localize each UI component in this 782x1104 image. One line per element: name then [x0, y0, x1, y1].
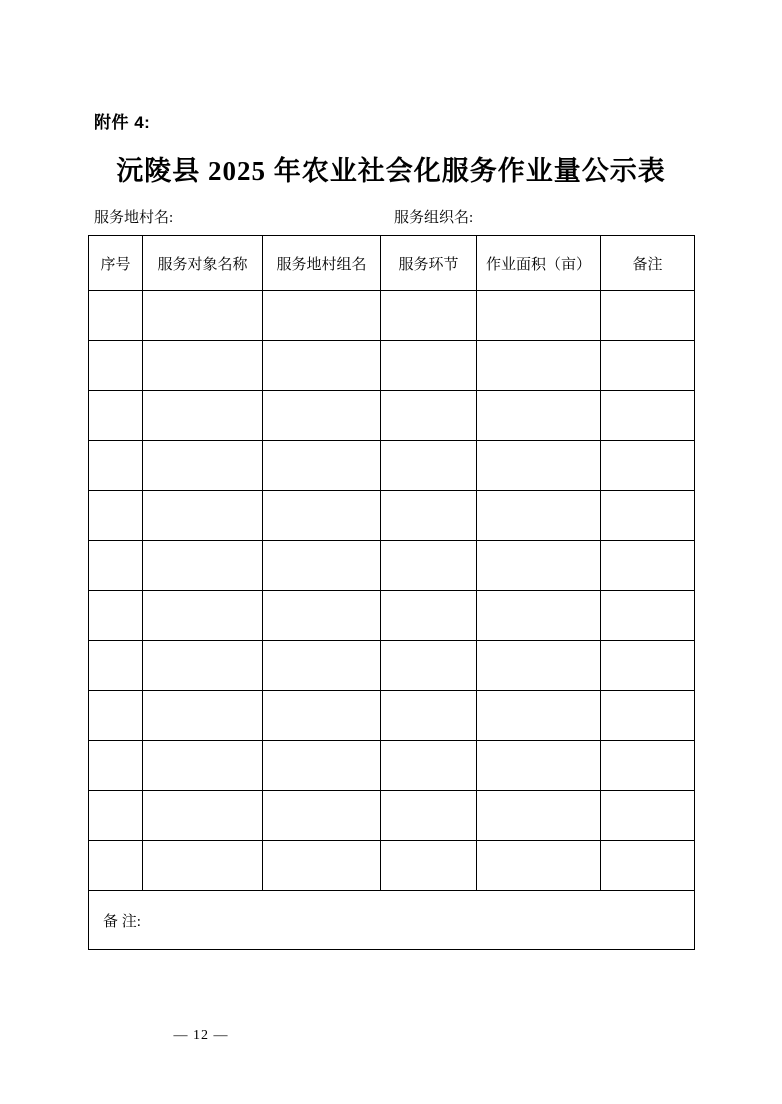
table-row — [89, 341, 695, 391]
table-footer — [89, 891, 695, 950]
cell-service-object-name[interactable] — [143, 741, 263, 791]
table-row — [89, 541, 695, 591]
table-row — [89, 591, 695, 641]
cell-remark[interactable] — [601, 491, 695, 541]
table-body — [89, 291, 695, 891]
cell-service-link[interactable] — [381, 441, 477, 491]
cell-operation-area[interactable] — [477, 391, 601, 441]
cell-service-link[interactable] — [381, 541, 477, 591]
cell-service-object-name[interactable] — [143, 791, 263, 841]
cell-service-object-name[interactable] — [143, 841, 263, 891]
footer-row — [89, 891, 695, 950]
cell-service-object-name[interactable] — [143, 641, 263, 691]
cell-seq[interactable] — [89, 741, 143, 791]
cell-operation-area[interactable] — [477, 441, 601, 491]
cell-service-link[interactable] — [381, 841, 477, 891]
cell-service-village-group[interactable] — [263, 441, 381, 491]
cell-seq[interactable] — [89, 391, 143, 441]
table-header-row — [89, 236, 695, 291]
cell-service-link[interactable] — [381, 791, 477, 841]
cell-service-village-group[interactable] — [263, 391, 381, 441]
cell-service-object-name[interactable] — [143, 491, 263, 541]
cell-service-village-group[interactable] — [263, 341, 381, 391]
cell-remark[interactable] — [601, 441, 695, 491]
cell-service-village-group[interactable] — [263, 541, 381, 591]
cell-operation-area[interactable] — [477, 541, 601, 591]
cell-service-object-name[interactable] — [143, 691, 263, 741]
cell-seq[interactable] — [89, 441, 143, 491]
cell-service-village-group[interactable] — [263, 691, 381, 741]
cell-service-object-name[interactable] — [143, 341, 263, 391]
cell-seq[interactable] — [89, 691, 143, 741]
cell-seq[interactable] — [89, 541, 143, 591]
cell-service-link[interactable] — [381, 641, 477, 691]
cell-service-link[interactable] — [381, 391, 477, 441]
cell-service-village-group[interactable] — [263, 641, 381, 691]
table-row — [89, 641, 695, 691]
header-service-object-name: 服务对象名称 — [143, 236, 263, 291]
cell-service-link[interactable] — [381, 691, 477, 741]
cell-seq[interactable] — [89, 841, 143, 891]
cell-seq[interactable] — [89, 791, 143, 841]
cell-operation-area[interactable] — [477, 841, 601, 891]
table-row — [89, 291, 695, 341]
table-row — [89, 391, 695, 441]
page-number — [0, 1028, 782, 1044]
document-content — [88, 108, 694, 950]
table-row — [89, 741, 695, 791]
cell-remark[interactable] — [601, 641, 695, 691]
cell-operation-area[interactable] — [477, 291, 601, 341]
cell-service-link[interactable] — [381, 341, 477, 391]
page-title: 沅陵县 2025 年农业社会化服务作业量公示表 — [116, 156, 666, 186]
table-row — [89, 791, 695, 841]
cell-remark[interactable] — [601, 291, 695, 341]
service-village-label: 服务地村名: — [94, 210, 174, 226]
cell-operation-area[interactable] — [477, 691, 601, 741]
cell-service-object-name[interactable] — [143, 591, 263, 641]
cell-remark[interactable] — [601, 341, 695, 391]
header-seq: 序号 — [89, 236, 143, 291]
cell-operation-area[interactable] — [477, 641, 601, 691]
table-row — [89, 841, 695, 891]
footer-remark-label[interactable]: 备 注: — [89, 891, 695, 950]
cell-remark[interactable] — [601, 841, 695, 891]
cell-operation-area[interactable] — [477, 591, 601, 641]
cell-seq[interactable] — [89, 291, 143, 341]
cell-service-link[interactable] — [381, 591, 477, 641]
cell-service-object-name[interactable] — [143, 541, 263, 591]
cell-service-village-group[interactable] — [263, 841, 381, 891]
cell-service-link[interactable] — [381, 741, 477, 791]
cell-seq[interactable] — [89, 341, 143, 391]
cell-remark[interactable] — [601, 541, 695, 591]
header-service-link: 服务环节 — [381, 236, 477, 291]
cell-seq[interactable] — [89, 641, 143, 691]
table-row — [89, 441, 695, 491]
header-service-village-group: 服务地村组名 — [263, 236, 381, 291]
cell-service-object-name[interactable] — [143, 441, 263, 491]
header-remark: 备注 — [601, 236, 695, 291]
meta-row — [88, 206, 694, 227]
header-operation-area: 作业面积（亩） — [477, 236, 601, 291]
cell-operation-area[interactable] — [477, 741, 601, 791]
cell-operation-area[interactable] — [477, 491, 601, 541]
cell-service-village-group[interactable] — [263, 741, 381, 791]
attachment-label: 附件 4: — [94, 113, 151, 132]
service-organization-label: 服务组织名: — [394, 210, 474, 226]
service-volume-table — [88, 235, 695, 950]
cell-remark[interactable] — [601, 791, 695, 841]
table-row — [89, 491, 695, 541]
cell-remark[interactable] — [601, 691, 695, 741]
cell-service-link[interactable] — [381, 291, 477, 341]
cell-service-object-name[interactable] — [143, 391, 263, 441]
cell-service-link[interactable] — [381, 491, 477, 541]
cell-operation-area[interactable] — [477, 791, 601, 841]
cell-service-object-name[interactable] — [143, 291, 263, 341]
cell-remark[interactable] — [601, 591, 695, 641]
cell-remark[interactable] — [601, 391, 695, 441]
cell-seq[interactable] — [89, 491, 143, 541]
table-row — [89, 691, 695, 741]
cell-service-village-group[interactable] — [263, 291, 381, 341]
page-number-text: — 12 — — [173, 1028, 229, 1043]
cell-operation-area[interactable] — [477, 341, 601, 391]
cell-service-village-group[interactable] — [263, 491, 381, 541]
cell-seq[interactable] — [89, 591, 143, 641]
cell-service-village-group[interactable] — [263, 791, 381, 841]
cell-service-village-group[interactable] — [263, 591, 381, 641]
cell-remark[interactable] — [601, 741, 695, 791]
